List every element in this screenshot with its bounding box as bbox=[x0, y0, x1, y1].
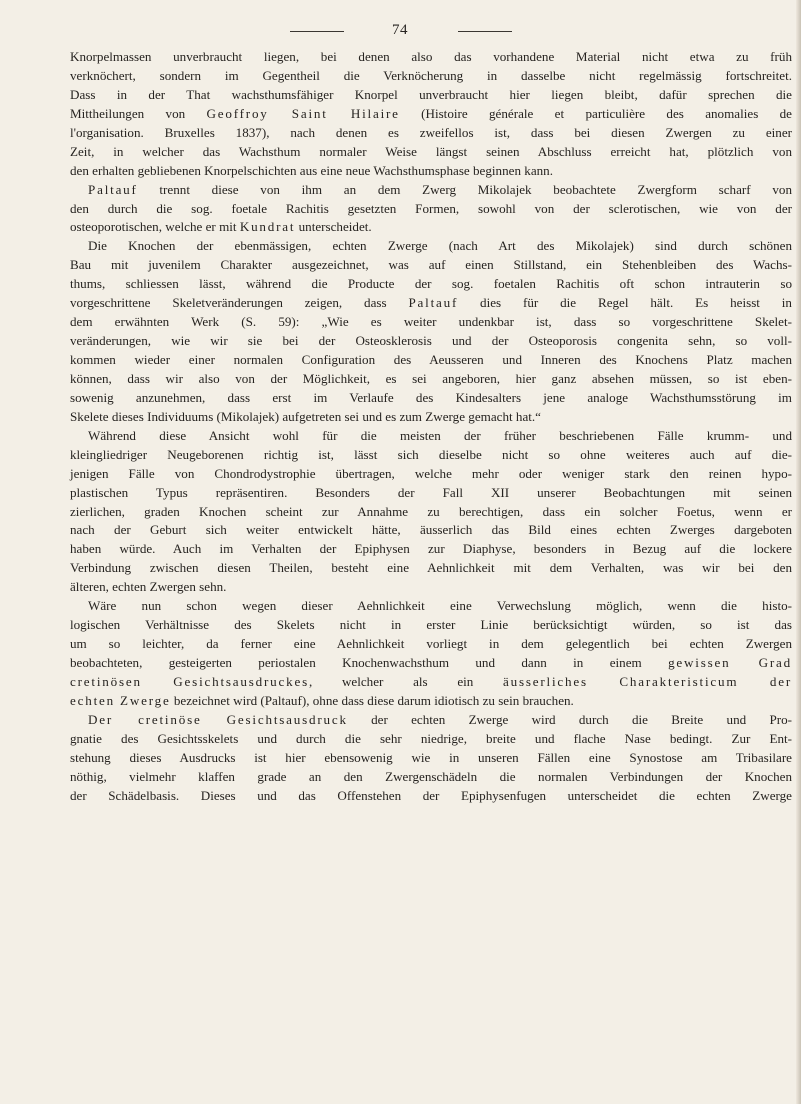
author-name: Paltauf bbox=[88, 181, 138, 197]
header-rule-right bbox=[458, 31, 512, 32]
text-line: Paltauf trennt diese von ihm an dem Zwerg Mikolajek beobachtete Zwergform scharf von bbox=[88, 181, 792, 197]
text-line: echten Zwerge bezeichnet wird (Paltauf), ohne dass diese darum idiotisch zu sein brauchen. bbox=[70, 692, 574, 708]
text-line: verknöchert, sondern im Gegentheil die Verknöcherung in dasselbe nicht regelmässig fortschreitet. bbox=[70, 67, 792, 83]
header-rule-left bbox=[290, 31, 344, 32]
text-line: osteoporotischen, welche er mit Kundrat unterscheidet. bbox=[70, 219, 372, 235]
text-line: haben würde. Auch im Verhalten der Epiphysen zur Diaphyse, besonders in Bezug auf die lockere bbox=[70, 541, 792, 557]
text-line: dem erwähnten Werk (S. 59): „Wie es weiter undenkbar ist, dass so vorgeschrittene Skelet- bbox=[70, 314, 792, 330]
body-text bbox=[70, 48, 792, 806]
text-line: gnatie des Gesichtsskelets und durch die sehr niedrige, breite und flache Nase bedingt. Zur Ent- bbox=[70, 730, 792, 746]
text-line: nach der Geburt sich weiter entwickelt hätte, äusserlich das Bild eines echten Zwerges dargeboten bbox=[70, 522, 792, 538]
text-line: den durch die sog. foetale Rachitis gesetzten Formen, sowohl von der sclerotischen, wie von der bbox=[70, 200, 792, 216]
text-line: cretinösen Gesichtsausdruckes, welcher als ein äusserliches Charakteristicum der bbox=[70, 673, 792, 689]
text-line: veränderungen, wie wir sie bei der Osteosklerosis und der Osteoporosis congenita sehn, so voll- bbox=[70, 333, 792, 349]
text-line: können, dass wir also von der Möglichkeit, es sei angeboren, hier ganz absehen müssen, so ist eben- bbox=[70, 370, 792, 386]
text-line: Skelete dieses Individuums (Mikolajek) aufgetreten sei und es zum Zwerge gemacht hat.“ bbox=[70, 408, 541, 424]
text-line: um so leichter, da ferner eine Aehnlichkeit vorliegt in dem gelegentlich bei echten Zwergen bbox=[70, 636, 792, 652]
text-line: Bau mit juvenilem Charakter ausgezeichnet, was auf einen Stillstand, ein Stehenbleiben des Wachs- bbox=[70, 257, 792, 273]
scan-edge bbox=[796, 0, 801, 1104]
text-line: plastischen Typus repräsentiren. Besonders der Fall XII unserer Beobachtungen mit seinen bbox=[70, 484, 792, 500]
text-line: Der cretinöse Gesichtsausdruck der echten Zwerge wird durch die Breite und Pro- bbox=[88, 711, 793, 727]
text-line: logischen Verhältnisse des Skelets nicht in erster Linie berücksichtigt würden, so ist das bbox=[70, 617, 792, 633]
text-line: Zeit, in welcher das Wachsthum normaler Weise längst seinen Abschluss erreicht hat, plötzlich von bbox=[70, 143, 792, 159]
text-line: Dass in der That wachsthumsfähiger Knorpel unverbraucht hier liegen bleibt, dafür sprechen die bbox=[70, 86, 792, 102]
text-line: kommen wieder einer normalen Configuration des Aeusseren und Inneren des Knochens Platz machen bbox=[70, 352, 792, 367]
text-line: Knorpelmassen unverbraucht liegen, bei denen also das vorhandene Material nicht etwa zu früh bbox=[70, 49, 792, 64]
text-line: der Schädelbasis. Dieses und das Offenstehen der Epiphysenfugen unterscheidet die echten Zwerge bbox=[70, 787, 792, 803]
author-name: Paltauf bbox=[408, 295, 459, 311]
author-name: Kundrat bbox=[239, 219, 296, 235]
text-line: zierlichen, graden Knochen scheint zur Annahme zu berechtigen, dass ein solcher Foetus, wenn er bbox=[70, 503, 792, 519]
page-header bbox=[0, 20, 801, 40]
page-number: 74 bbox=[392, 22, 408, 38]
text-line: stehung dieses Ausdrucks ist hier ebensowenig wie in unseren Fällen eine Synostose am Tribasilare bbox=[70, 749, 792, 765]
spaced-phrase: gewissen Grad bbox=[668, 655, 792, 670]
text-line: Verbindung zwischen diesen Theilen, besteht eine Aehnlichkeit mit dem Verhalten, was wir bei den bbox=[70, 560, 792, 576]
text-line: Wäre nun schon wegen dieser Aehnlichkeit eine Verwechslung möglich, wenn die histo- bbox=[88, 598, 792, 614]
text-line: nöthig, vielmehr klaffen grade an den Zwergenschädeln die normalen Verbindungen der Knochen bbox=[70, 768, 792, 784]
spaced-phrase: cretinösen Gesichtsausdruckes bbox=[70, 673, 309, 689]
text-line: vorgeschrittene Skeletveränderungen zeigen, dass Paltauf dies für die Regel hält. Es heisst in bbox=[70, 295, 792, 311]
text-line: sowenig anzunehmen, dass erst im Verlaufe des Kindesalters jene analoge Wachsthumsstörung im bbox=[70, 389, 792, 405]
text-line: kleingliedriger Neugeborenen richtig ist, lässt sich dieselbe nicht so ohne weiteres auch auf die- bbox=[70, 446, 792, 462]
spaced-phrase: äusserliches Charakteristicum der bbox=[503, 673, 792, 689]
text-line: den erhalten gebliebenen Knorpelschichten aus eine neue Wachsthumsphase beginnen kann. bbox=[70, 162, 554, 178]
text-line: beobachteten, gesteigerten periostalen Knochenwachsthum und dann in einem gewissen Grad bbox=[70, 655, 792, 670]
text-line: Während diese Ansicht wohl für die meisten der früher beschriebenen Fälle krumm- und bbox=[88, 427, 792, 443]
text-line: älteren, echten Zwergen sehn. bbox=[70, 579, 227, 595]
spaced-phrase: echten Zwerge bbox=[70, 692, 171, 708]
spaced-phrase: Der cretinöse Gesichtsausdruck bbox=[88, 711, 348, 727]
text-line: Mittheilungen von Geoffroy Saint Hilaire (Histoire générale et particulière des anomalies de bbox=[70, 105, 792, 121]
text-line: jenigen Fälle von Chondrodystrophie übertragen, welche mehr oder weniger stark den reinen hypo- bbox=[70, 465, 792, 481]
text-line: thums, schliessen lässt, während die Producte der sog. foetalen Rachitis oft schon intrauterin so bbox=[70, 276, 792, 292]
text-line: Die Knochen der ebenmässigen, echten Zwerge (nach Art des Mikolajek) sind durch schönen bbox=[88, 238, 792, 254]
author-name: Geoffroy Saint Hilaire bbox=[206, 105, 400, 121]
text-line: l'organisation. Bruxelles 1837), nach denen es zweifellos ist, dass bei diesen Zwergen zu einer bbox=[70, 124, 792, 140]
